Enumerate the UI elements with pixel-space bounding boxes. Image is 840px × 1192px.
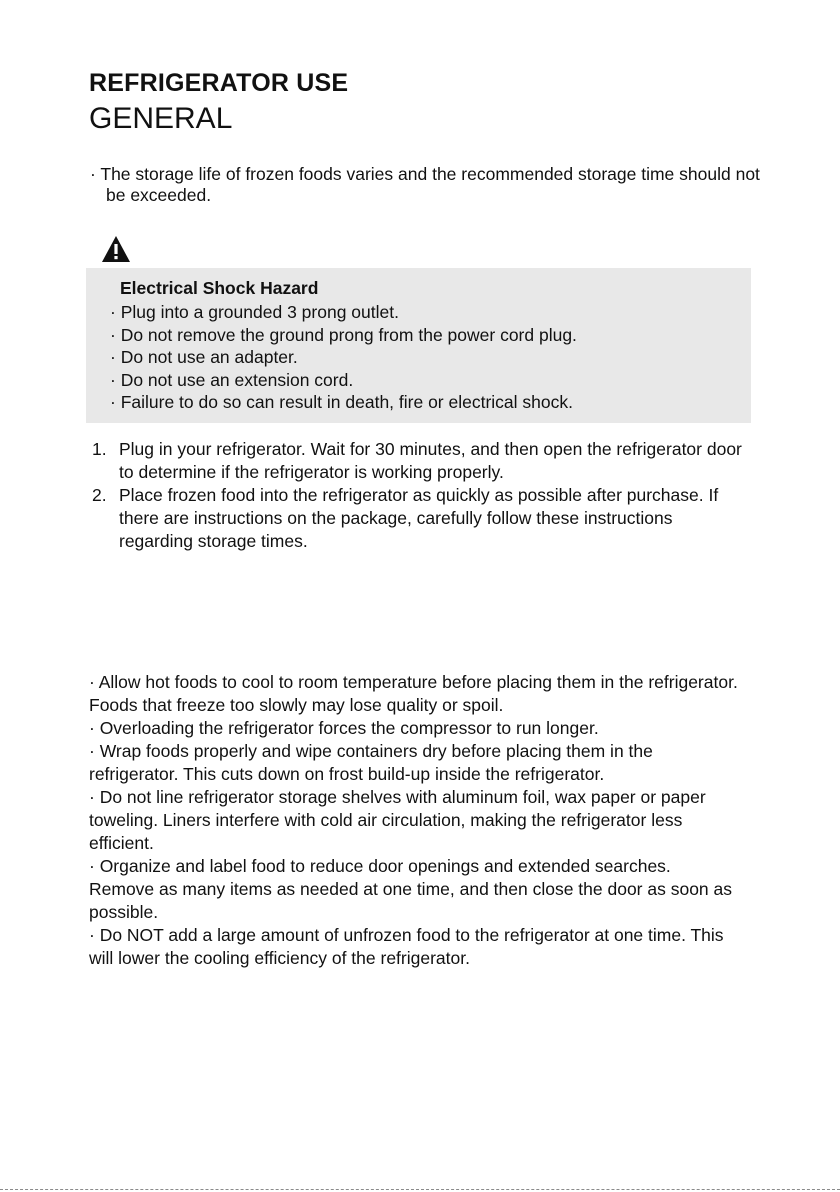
step-item (92, 438, 742, 484)
tip-paragraph: · Do not line refrigerator storage shelves with aluminum foil, wax paper or paper toweling. Liners interfere with cold air circulation, making the refrigerator less efficient. (89, 787, 706, 853)
step-item (92, 484, 742, 553)
warning-heading: Electrical Shock Hazard (120, 278, 319, 298)
section-title: REFRIGERATOR USE (89, 69, 349, 97)
intro-paragraph (90, 164, 770, 206)
tip-paragraph: · Do NOT add a large amount of unfrozen food to the refrigerator at one time. This will lower the cooling efficiency of the refrigerator. (89, 925, 724, 968)
step-text: Plug in your refrigerator. Wait for 30 minutes, and then open the refrigerator door to determine if the refrigerator is working properly. (119, 439, 742, 482)
step-number: 1. (92, 439, 107, 459)
warning-triangle-icon (101, 235, 131, 263)
warning-list (110, 301, 577, 414)
warning-item: · Do not use an adapter. (110, 347, 298, 367)
intro-text: The storage life of frozen foods varies and the recommended storage time should not be exceeded. (100, 164, 760, 205)
warning-item: · Plug into a grounded 3 prong outlet. (110, 302, 399, 322)
intro-bullet: · (90, 164, 96, 184)
tip-paragraph: · Organize and label food to reduce door openings and extended searches. Remove as many items as needed at one time, and then close the door as soon as possible. (89, 856, 733, 922)
step-text: Place frozen food into the refrigerator as quickly as possible after purchase. If there are instructions on the package, carefully follow these instructions regarding storage times. (119, 485, 719, 551)
tips-section (89, 671, 739, 970)
intro-bullet-line (90, 164, 770, 206)
tip-paragraph: · Allow hot foods to cool to room temperature before placing them in the refrigerator. Foods that freeze too slowly may lose quality or spoil. (89, 672, 738, 715)
tip-paragraph: · Overloading the refrigerator forces the compressor to run longer. (89, 718, 599, 738)
tip-paragraph: · Wrap foods properly and wipe containers dry before placing them in the refrigerator. This cuts down on frost build-up inside the refrigerator. (89, 741, 653, 784)
warning-item: · Do not remove the ground prong from the power cord plug. (110, 324, 577, 345)
warning-item: · Failure to do so can result in death, fire or electrical shock. (110, 392, 573, 412)
warning-box (86, 268, 751, 423)
warning-item: · Do not use an extension cord. (110, 369, 354, 390)
steps-list (92, 438, 742, 553)
step-number: 2. (92, 485, 107, 505)
subsection-title: GENERAL (89, 102, 233, 135)
page-bottom-rule (0, 1189, 840, 1190)
